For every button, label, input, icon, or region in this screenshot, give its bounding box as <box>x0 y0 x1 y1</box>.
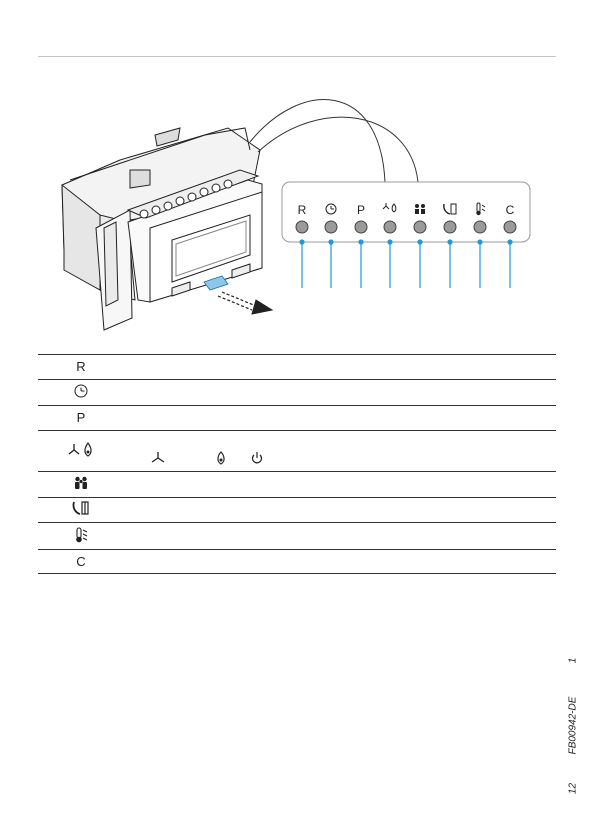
table-row <box>38 523 556 550</box>
people-icon <box>66 475 96 495</box>
panel-label-r: R <box>297 203 307 217</box>
button-c <box>504 221 516 233</box>
button-fan-flame <box>384 221 396 233</box>
eject-arrow <box>218 292 272 314</box>
table-row <box>38 550 556 574</box>
leader-lines <box>300 240 512 288</box>
table-row <box>38 431 556 472</box>
sub-icons <box>38 451 556 467</box>
phone-door-icon <box>66 500 96 520</box>
fan-icon <box>150 451 166 465</box>
flame-icon <box>214 451 228 465</box>
table-row <box>38 498 556 523</box>
symbol-c: C <box>76 553 86 569</box>
panel-label-c: C <box>505 203 515 217</box>
button-legend-table <box>38 354 556 574</box>
chapter-number: 1 <box>567 657 579 664</box>
button-r <box>296 221 308 233</box>
table-row <box>38 406 556 431</box>
device-housing <box>62 128 262 330</box>
table-row <box>38 472 556 498</box>
table-row <box>38 380 556 406</box>
button-clock <box>325 221 337 233</box>
device-figure <box>0 0 595 340</box>
thermometer-icon <box>66 526 96 546</box>
control-panel <box>282 182 530 242</box>
button-p <box>355 221 367 233</box>
doc-code: FB00942-DE <box>567 696 579 755</box>
symbol-p: P <box>76 410 86 425</box>
clock-icon <box>66 383 96 403</box>
symbol-r: R <box>76 359 86 374</box>
button-phone-door <box>444 221 456 233</box>
table-row <box>38 355 556 380</box>
button-people <box>414 221 426 233</box>
page-number: 12 <box>567 782 579 795</box>
button-thermo <box>474 221 486 233</box>
power-icon <box>250 451 264 465</box>
panel-label-p: P <box>356 203 366 217</box>
callout-lines <box>250 100 385 182</box>
